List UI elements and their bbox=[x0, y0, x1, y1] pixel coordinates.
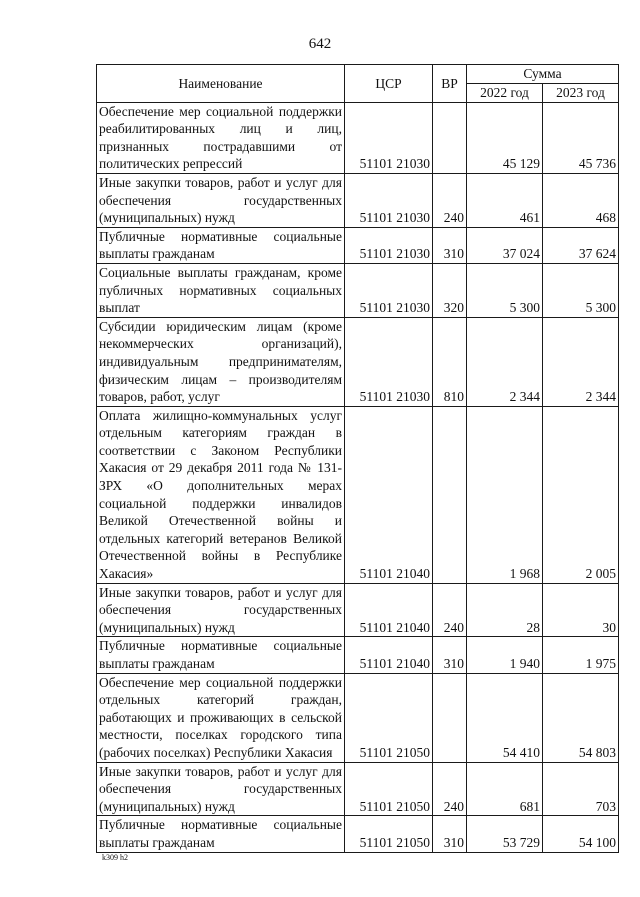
cell-2022: 1 940 bbox=[467, 637, 543, 673]
table-row bbox=[97, 227, 619, 263]
cell-csr: 51101 21050 bbox=[345, 762, 433, 816]
table-row bbox=[97, 173, 619, 227]
cell-name: Иные закупки товаров, работ и услуг для обеспечения государственных (муниципальных) нужд bbox=[97, 762, 345, 816]
cell-vr bbox=[433, 102, 467, 173]
cell-2023: 703 bbox=[543, 762, 619, 816]
cell-name: Субсидии юридическим лицам (кроме некоммерческих организаций), индивидуальным предпринимателям, физическим лицам – производителям товаров, работ, услуг bbox=[97, 317, 345, 406]
cell-name: Публичные нормативные социальные выплаты гражданам bbox=[97, 227, 345, 263]
cell-vr: 320 bbox=[433, 263, 467, 317]
cell-name: Иные закупки товаров, работ и услуг для обеспечения государственных (муниципальных) нужд bbox=[97, 173, 345, 227]
cell-2022: 28 bbox=[467, 583, 543, 637]
cell-2023: 30 bbox=[543, 583, 619, 637]
cell-2023: 2 005 bbox=[543, 406, 619, 583]
page-number: 642 bbox=[308, 36, 332, 52]
cell-2023: 45 736 bbox=[543, 102, 619, 173]
cell-2023: 54 100 bbox=[543, 816, 619, 852]
cell-name: Обеспечение мер социальной поддержки отдельных категорий граждан, работающих и проживающих в сельской местности, поселках городского типа (рабочих поселках) Республики Хакасия bbox=[97, 673, 345, 762]
cell-csr: 51101 21040 bbox=[345, 583, 433, 637]
cell-name: Публичные нормативные социальные выплаты гражданам bbox=[97, 637, 345, 673]
cell-2023: 468 bbox=[543, 173, 619, 227]
cell-name: Оплата жилищно-коммунальных услуг отдельным категориям граждан в соответствии с Законом Республики Хакасия от 29 декабря 2011 года № 131-ЗРХ «О дополнительных мерах социальной поддержки инвалидов Великой Отечественной войны и отдельных категорий ветеранов Великой Отечественной войны в Республике Хакасия» bbox=[97, 406, 345, 583]
header-sum: Сумма bbox=[467, 65, 619, 84]
cell-vr bbox=[433, 406, 467, 583]
cell-2022: 37 024 bbox=[467, 227, 543, 263]
cell-2023: 1 975 bbox=[543, 637, 619, 673]
cell-2022: 5 300 bbox=[467, 263, 543, 317]
cell-name: Публичные нормативные социальные выплаты гражданам bbox=[97, 816, 345, 852]
footer-code: k309 h2 bbox=[102, 853, 128, 862]
cell-vr: 310 bbox=[433, 637, 467, 673]
cell-name: Обеспечение мер социальной поддержки реабилитированных лиц и лиц, признанных пострадавшими от политических репрессий bbox=[97, 102, 345, 173]
table-row bbox=[97, 406, 619, 583]
header-csr: ЦСР bbox=[345, 65, 433, 103]
header-vr: ВР bbox=[433, 65, 467, 103]
cell-2022: 45 129 bbox=[467, 102, 543, 173]
table-row bbox=[97, 317, 619, 406]
cell-name: Социальные выплаты гражданам, кроме публичных нормативных социальных выплат bbox=[97, 263, 345, 317]
cell-csr: 51101 21030 bbox=[345, 173, 433, 227]
cell-csr: 51101 21030 bbox=[345, 102, 433, 173]
cell-2022: 53 729 bbox=[467, 816, 543, 852]
cell-vr: 240 bbox=[433, 762, 467, 816]
cell-2022: 1 968 bbox=[467, 406, 543, 583]
cell-vr: 310 bbox=[433, 816, 467, 852]
cell-vr: 310 bbox=[433, 227, 467, 263]
table-row bbox=[97, 263, 619, 317]
cell-csr: 51101 21030 bbox=[345, 227, 433, 263]
cell-vr: 240 bbox=[433, 173, 467, 227]
cell-2022: 681 bbox=[467, 762, 543, 816]
cell-2022: 2 344 bbox=[467, 317, 543, 406]
cell-2023: 37 624 bbox=[543, 227, 619, 263]
cell-csr: 51101 21040 bbox=[345, 406, 433, 583]
table-row bbox=[97, 673, 619, 762]
table-body bbox=[97, 102, 619, 852]
cell-vr bbox=[433, 673, 467, 762]
header-year-2022: 2022 год bbox=[467, 84, 543, 103]
cell-2022: 54 410 bbox=[467, 673, 543, 762]
cell-csr: 51101 21040 bbox=[345, 637, 433, 673]
budget-table bbox=[96, 64, 619, 853]
table-row bbox=[97, 762, 619, 816]
cell-2023: 2 344 bbox=[543, 317, 619, 406]
table-row bbox=[97, 816, 619, 852]
cell-csr: 51101 21050 bbox=[345, 673, 433, 762]
table-row bbox=[97, 102, 619, 173]
cell-csr: 51101 21030 bbox=[345, 317, 433, 406]
cell-2022: 461 bbox=[467, 173, 543, 227]
cell-2023: 54 803 bbox=[543, 673, 619, 762]
cell-vr: 810 bbox=[433, 317, 467, 406]
cell-vr: 240 bbox=[433, 583, 467, 637]
header-year-2023: 2023 год bbox=[543, 84, 619, 103]
cell-csr: 51101 21050 bbox=[345, 816, 433, 852]
cell-csr: 51101 21030 bbox=[345, 263, 433, 317]
cell-2023: 5 300 bbox=[543, 263, 619, 317]
table-row bbox=[97, 637, 619, 673]
table-row bbox=[97, 583, 619, 637]
header-name: Наименование bbox=[97, 65, 345, 103]
cell-name: Иные закупки товаров, работ и услуг для обеспечения государственных (муниципальных) нужд bbox=[97, 583, 345, 637]
